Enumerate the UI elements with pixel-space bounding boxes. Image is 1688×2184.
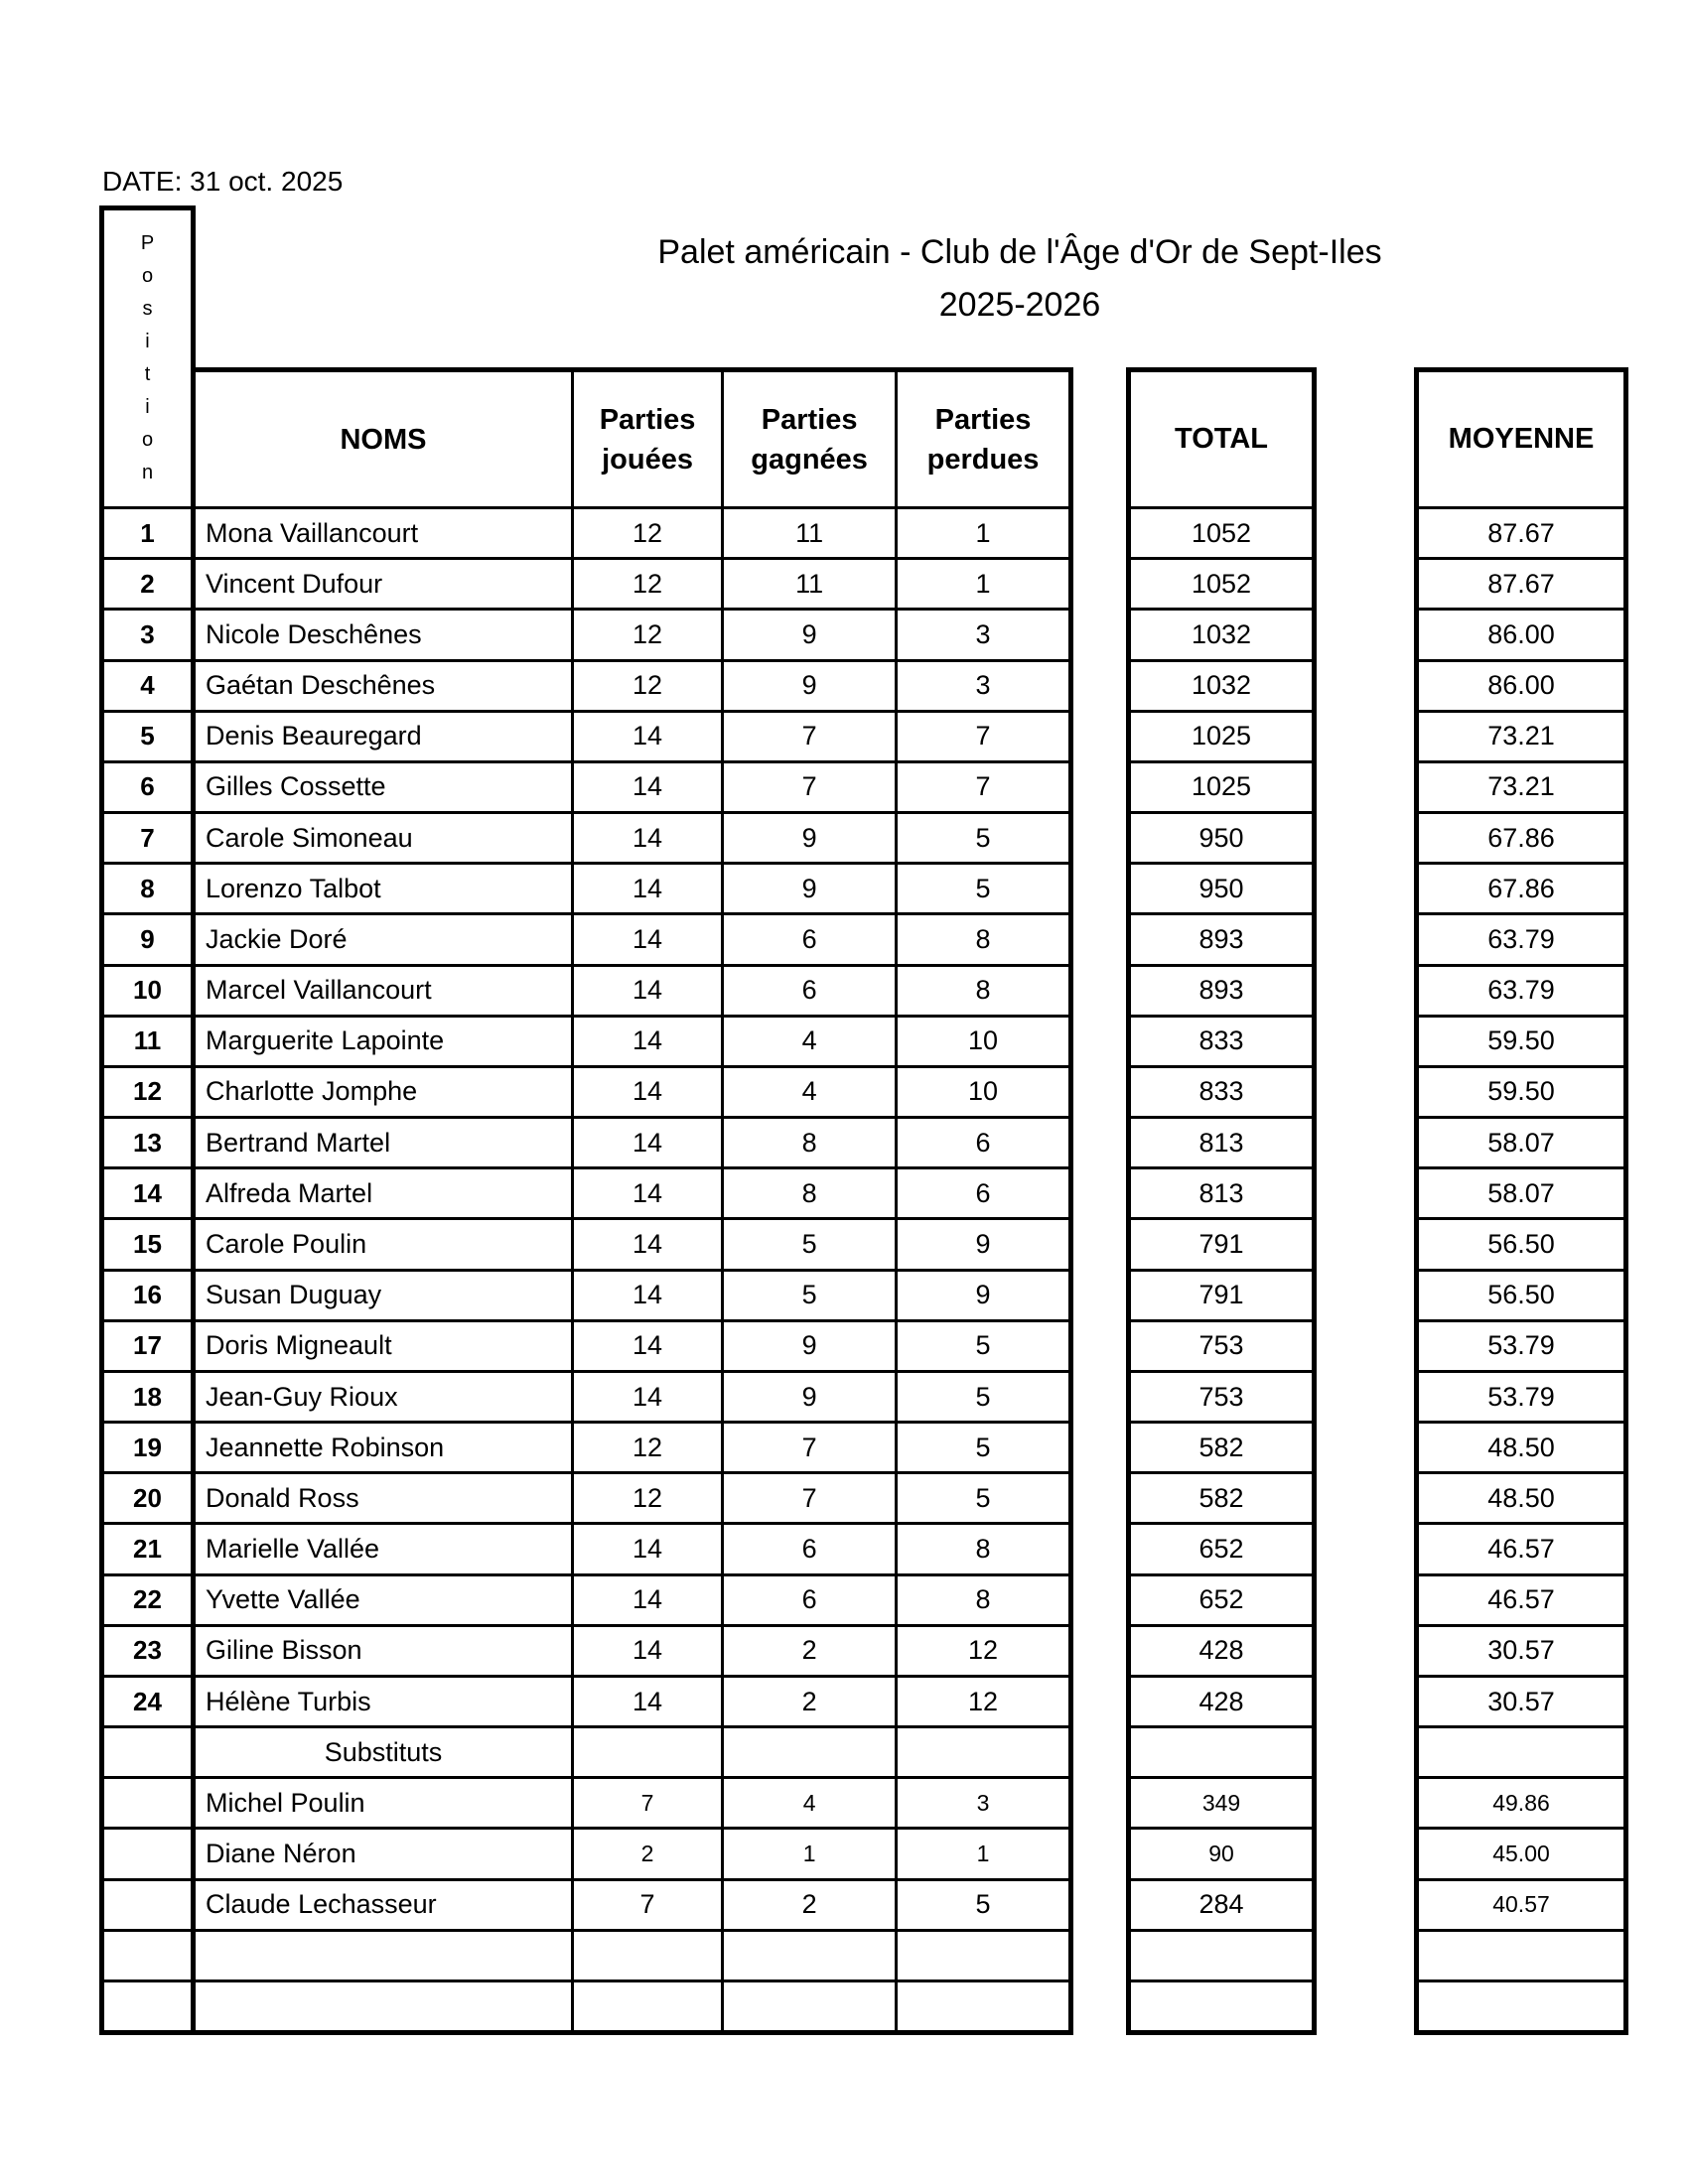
table-row (196, 1929, 1068, 1979)
name-cell: Doris Migneault (206, 1330, 392, 1361)
name-cell: Marielle Vallée (206, 1534, 380, 1565)
section-row (196, 1725, 1068, 1776)
parties-jouees-cell (571, 1728, 721, 1776)
moyenne-cell: 87.67 (1487, 517, 1555, 548)
parties-jouees-cell: 7 (571, 1881, 721, 1929)
parties-perdues-cell: 12 (895, 1678, 1068, 1725)
name-cell: Gilles Cossette (206, 771, 386, 802)
name-cell: Gaétan Deschênes (206, 670, 436, 701)
total-cell: 582 (1131, 1421, 1312, 1471)
parties-gagnees-cell: 9 (721, 865, 895, 912)
parties-jouees-cell: 14 (571, 915, 721, 963)
parties-gagnees-cell: 9 (721, 662, 895, 710)
name-cell: Charlotte Jomphe (206, 1076, 418, 1107)
parties-jouees-cell: 14 (571, 1373, 721, 1421)
table-row (196, 1065, 1068, 1116)
parties-gagnees-cell: 2 (721, 1678, 895, 1725)
position-cell: 13 (104, 1116, 191, 1166)
name-cell: Bertrand Martel (206, 1127, 391, 1158)
position-cell: 11 (104, 1015, 191, 1065)
parties-jouees-cell (571, 1982, 721, 2030)
main-table-rows (196, 509, 1068, 2030)
position-cell: 10 (104, 964, 191, 1015)
total-cell: 893 (1131, 912, 1312, 963)
parties-perdues-cell: 5 (895, 865, 1068, 912)
total-cell: 791 (1131, 1217, 1312, 1268)
parties-perdues-cell: 3 (895, 611, 1068, 658)
total-cell: 90 (1131, 1827, 1312, 1877)
moyenne-cell: 59.50 (1419, 1015, 1623, 1065)
parties-perdues-cell: 7 (895, 713, 1068, 760)
position-cell (104, 1929, 191, 1979)
parties-jouees-cell: 14 (571, 1322, 721, 1370)
parties-jouees-cell: 14 (571, 1627, 721, 1675)
parties-perdues-cell: 1 (895, 560, 1068, 608)
total-cell: 428 (1131, 1675, 1312, 1725)
position-cell (104, 1776, 191, 1827)
table-row (196, 1370, 1068, 1421)
total-cell: 813 (1131, 1116, 1312, 1166)
position-cell: 4 (104, 659, 191, 710)
parties-jouees-cell: 2 (571, 1830, 721, 1877)
position-cell: 15 (104, 1217, 191, 1268)
parties-gagnees-cell: 9 (721, 1373, 895, 1421)
moyenne-column (1414, 367, 1628, 2035)
parties-perdues-cell: 1 (895, 509, 1068, 557)
total-cell (1131, 1725, 1312, 1776)
parties-perdues-cell: 3 (895, 662, 1068, 710)
parties-jouees-cell: 14 (571, 865, 721, 912)
total-cell: 1025 (1131, 760, 1312, 811)
moyenne-cell: 67.86 (1419, 862, 1623, 912)
parties-jouees-cell: 14 (571, 1678, 721, 1725)
moyenne-cell: 63.79 (1419, 964, 1623, 1015)
moyenne-cell (1419, 1979, 1623, 2030)
total-cell: 428 (1131, 1624, 1312, 1675)
table-row (196, 1166, 1068, 1217)
table-row (196, 1421, 1068, 1471)
parties-gagnees-cell: 8 (721, 1169, 895, 1217)
table-row (196, 1471, 1068, 1522)
position-cells (104, 509, 191, 2030)
parties-jouees-cell: 14 (571, 1576, 721, 1624)
position-cell: 12 (104, 1065, 191, 1116)
table-row (196, 1776, 1068, 1827)
parties-perdues-cell: 9 (895, 1220, 1068, 1268)
header-parties-perdues: Parties perdues (895, 372, 1068, 506)
parties-gagnees-cell: 11 (721, 560, 895, 608)
parties-perdues-cell: 7 (895, 763, 1068, 811)
total-cell: 833 (1131, 1065, 1312, 1116)
parties-perdues-cell: 6 (895, 1169, 1068, 1217)
parties-gagnees-cell: 6 (721, 967, 895, 1015)
name-cell: Giline Bisson (206, 1635, 362, 1666)
table-row (196, 1522, 1068, 1572)
moyenne-cell: 30.57 (1419, 1675, 1623, 1725)
position-cell: 23 (104, 1624, 191, 1675)
name-cell: Jackie Doré (206, 923, 348, 954)
position-cell: 16 (104, 1269, 191, 1319)
main-table-header (196, 372, 1068, 509)
moyenne-cell: 87.67 (1419, 557, 1623, 608)
total-cell: 1052 (1131, 557, 1312, 608)
page-title-line1: Palet américain - Club de l'Âge d'Or de Sept-Iles (657, 233, 1382, 271)
total-cell (1131, 1979, 1312, 2030)
position-cell: 6 (104, 760, 191, 811)
parties-gagnees-cell (721, 1728, 895, 1776)
parties-jouees-cell: 14 (571, 814, 721, 862)
table-row (196, 1573, 1068, 1624)
moyenne-cell: 48.50 (1419, 1471, 1623, 1522)
parties-jouees-cell: 14 (571, 1220, 721, 1268)
parties-gagnees-cell: 7 (721, 713, 895, 760)
table-row (196, 1116, 1068, 1166)
name-cell: Carole Poulin (206, 1228, 367, 1259)
parties-perdues-cell: 9 (895, 1272, 1068, 1319)
table-row (196, 760, 1068, 811)
position-cell: 5 (104, 710, 191, 760)
table-row (196, 1269, 1068, 1319)
position-cell (104, 1725, 191, 1776)
parties-gagnees-cell: 9 (721, 611, 895, 658)
total-cell: 813 (1131, 1166, 1312, 1217)
table-row (196, 811, 1068, 862)
parties-perdues-cell: 1 (895, 1830, 1068, 1877)
table-row (196, 1624, 1068, 1675)
main-table (191, 367, 1073, 2035)
moyenne-cell: 40.57 (1419, 1878, 1623, 1929)
total-column (1126, 367, 1317, 2035)
moyenne-cell: 45.00 (1419, 1827, 1623, 1877)
parties-jouees-cell: 14 (571, 713, 721, 760)
header-parties-jouees: Parties jouées (571, 372, 721, 506)
table-row (196, 1015, 1068, 1065)
parties-jouees-cell: 14 (571, 1525, 721, 1572)
name-cell: Marguerite Lapointe (206, 1025, 445, 1056)
parties-gagnees-cell: 6 (721, 1525, 895, 1572)
name-cell: Vincent Dufour (206, 568, 383, 599)
moyenne-cell: 58.07 (1419, 1116, 1623, 1166)
total-cell: 1025 (1131, 710, 1312, 760)
name-cell: Marcel Vaillancourt (206, 975, 432, 1006)
moyenne-cell: 86.00 (1419, 608, 1623, 658)
parties-gagnees-cell (721, 1932, 895, 1979)
parties-jouees-cell: 14 (571, 1272, 721, 1319)
table-row (196, 1319, 1068, 1370)
name-cell: Claude Lechasseur (206, 1889, 437, 1920)
name-cell: Jeannette Robinson (206, 1432, 445, 1462)
moyenne-cells (1419, 509, 1623, 2030)
parties-jouees-cell: 14 (571, 1169, 721, 1217)
parties-perdues-cell: 8 (895, 1576, 1068, 1624)
parties-perdues-cell: 10 (895, 1068, 1068, 1116)
position-cell: 2 (104, 557, 191, 608)
moyenne-cell: 56.50 (1419, 1269, 1623, 1319)
total-cell (1131, 1929, 1312, 1979)
header-total: TOTAL (1131, 372, 1312, 509)
parties-perdues-cell: 10 (895, 1018, 1068, 1065)
page-title-line2: 2025-2026 (938, 286, 1101, 324)
name-cell: Hélène Turbis (206, 1686, 371, 1716)
table-row (196, 659, 1068, 710)
table-row (196, 608, 1068, 658)
parties-gagnees-cell: 6 (721, 1576, 895, 1624)
name-cell: Alfreda Martel (206, 1177, 373, 1208)
position-cell: 24 (104, 1675, 191, 1725)
total-cell: 1032 (1131, 608, 1312, 658)
total-cell: 950 (1131, 862, 1312, 912)
parties-gagnees-cell: 5 (721, 1220, 895, 1268)
parties-jouees-cell: 14 (571, 967, 721, 1015)
parties-perdues-cell (895, 1728, 1068, 1776)
total-cell: 791 (1131, 1269, 1312, 1319)
name-cell: Lorenzo Talbot (206, 873, 381, 903)
parties-gagnees-cell: 4 (721, 1779, 895, 1827)
date-label: DATE: 31 oct. 2025 (102, 166, 344, 197)
total-cell: 284 (1131, 1878, 1312, 1929)
parties-gagnees-cell: 6 (721, 915, 895, 963)
position-cell: 1 (140, 517, 155, 548)
page-title (411, 226, 1628, 332)
position-cell: 22 (104, 1573, 191, 1624)
position-cell: 3 (104, 608, 191, 658)
parties-gagnees-cell: 7 (721, 1424, 895, 1471)
name-cell: Jean-Guy Rioux (206, 1381, 398, 1412)
parties-perdues-cell: 5 (895, 1322, 1068, 1370)
moyenne-cell: 48.50 (1419, 1421, 1623, 1471)
parties-jouees-cell (571, 1932, 721, 1979)
parties-jouees-cell: 12 (571, 509, 721, 557)
parties-gagnees-cell: 9 (721, 814, 895, 862)
total-cells (1131, 509, 1312, 2030)
total-cell: 652 (1131, 1522, 1312, 1572)
parties-perdues-cell: 8 (895, 1525, 1068, 1572)
parties-perdues-cell (895, 1982, 1068, 2030)
header-parties-gagnees: Parties gagnées (721, 372, 895, 506)
moyenne-cell: 73.21 (1419, 760, 1623, 811)
name-cell: Carole Simoneau (206, 822, 413, 853)
parties-jouees-cell: 12 (571, 560, 721, 608)
parties-perdues-cell: 5 (895, 1424, 1068, 1471)
parties-jouees-cell: 12 (571, 1474, 721, 1522)
header-noms: NOMS (340, 423, 427, 456)
moyenne-cell (1419, 1929, 1623, 1979)
table-row (196, 509, 1068, 557)
total-cell: 652 (1131, 1573, 1312, 1624)
parties-perdues-cell: 8 (895, 967, 1068, 1015)
parties-gagnees-cell: 11 (721, 509, 895, 557)
name-cell (196, 1932, 571, 1979)
total-cell: 1032 (1131, 659, 1312, 710)
name-cell: Mona Vaillancourt (206, 517, 419, 548)
total-cell: 1052 (1191, 517, 1252, 548)
moyenne-cell: 49.86 (1419, 1776, 1623, 1827)
total-cell: 833 (1131, 1015, 1312, 1065)
name-cell: Denis Beauregard (206, 721, 422, 751)
table-row (196, 912, 1068, 963)
table-row (196, 1878, 1068, 1929)
parties-gagnees-cell: 4 (721, 1068, 895, 1116)
table-row (196, 964, 1068, 1015)
parties-jouees-cell: 12 (571, 662, 721, 710)
parties-jouees-cell: 14 (571, 1119, 721, 1166)
parties-jouees-cell: 14 (571, 1018, 721, 1065)
parties-gagnees-cell: 7 (721, 763, 895, 811)
table-row (196, 1979, 1068, 2030)
total-cell: 349 (1131, 1776, 1312, 1827)
total-cell: 582 (1131, 1471, 1312, 1522)
table-row (196, 557, 1068, 608)
parties-jouees-cell: 14 (571, 1068, 721, 1116)
moyenne-cell: 59.50 (1419, 1065, 1623, 1116)
moyenne-cell: 63.79 (1419, 912, 1623, 963)
name-cell: Donald Ross (206, 1482, 359, 1513)
position-cell: 19 (104, 1421, 191, 1471)
position-cell: 17 (104, 1319, 191, 1370)
parties-jouees-cell: 12 (571, 611, 721, 658)
position-cell (104, 1878, 191, 1929)
position-cell: 8 (104, 862, 191, 912)
position-cell: 14 (104, 1166, 191, 1217)
moyenne-cell: 58.07 (1419, 1166, 1623, 1217)
parties-gagnees-cell (721, 1982, 895, 2030)
position-cell: 7 (104, 811, 191, 862)
parties-gagnees-cell: 9 (721, 1322, 895, 1370)
parties-gagnees-cell: 2 (721, 1627, 895, 1675)
table-row (196, 1675, 1068, 1725)
total-cell: 753 (1131, 1319, 1312, 1370)
parties-perdues-cell: 6 (895, 1119, 1068, 1166)
parties-perdues-cell: 5 (895, 814, 1068, 862)
table-row (196, 862, 1068, 912)
position-cell: 18 (104, 1370, 191, 1421)
parties-perdues-cell: 5 (895, 1881, 1068, 1929)
parties-perdues-cell (895, 1932, 1068, 1979)
parties-gagnees-cell: 5 (721, 1272, 895, 1319)
position-cell: 9 (104, 912, 191, 963)
name-cell: Nicole Deschênes (206, 618, 422, 649)
moyenne-cell: 67.86 (1419, 811, 1623, 862)
position-cell: 20 (104, 1471, 191, 1522)
position-cell (104, 1979, 191, 2030)
name-cell (196, 1982, 571, 2030)
total-cell: 753 (1131, 1370, 1312, 1421)
moyenne-cell: 73.21 (1419, 710, 1623, 760)
moyenne-cell: 56.50 (1419, 1217, 1623, 1268)
name-cell: Yvette Vallée (206, 1584, 360, 1615)
position-column-header: P o s i t i o n (104, 210, 191, 509)
table-row (196, 1217, 1068, 1268)
parties-gagnees-cell: 1 (721, 1830, 895, 1877)
parties-jouees-cell: 14 (571, 763, 721, 811)
parties-gagnees-cell: 8 (721, 1119, 895, 1166)
parties-jouees-cell: 7 (571, 1779, 721, 1827)
total-cell: 893 (1131, 964, 1312, 1015)
parties-jouees-cell: 12 (571, 1424, 721, 1471)
name-cell: Susan Duguay (206, 1280, 382, 1310)
position-cell (104, 1827, 191, 1877)
table-row (196, 710, 1068, 760)
name-cell: Diane Néron (206, 1839, 356, 1869)
moyenne-cell: 53.79 (1419, 1319, 1623, 1370)
parties-perdues-cell: 12 (895, 1627, 1068, 1675)
moyenne-cell (1419, 1725, 1623, 1776)
moyenne-cell: 86.00 (1419, 659, 1623, 710)
table-row (196, 1827, 1068, 1877)
moyenne-cell: 30.57 (1419, 1624, 1623, 1675)
header-moyenne: MOYENNE (1419, 372, 1623, 509)
parties-perdues-cell: 8 (895, 915, 1068, 963)
moyenne-cell: 46.57 (1419, 1573, 1623, 1624)
parties-gagnees-cell: 2 (721, 1881, 895, 1929)
moyenne-cell: 46.57 (1419, 1522, 1623, 1572)
position-cell: 21 (104, 1522, 191, 1572)
total-cell: 950 (1131, 811, 1312, 862)
parties-gagnees-cell: 7 (721, 1474, 895, 1522)
name-cell: Michel Poulin (206, 1787, 365, 1818)
section-label: Substituts (324, 1736, 443, 1767)
parties-perdues-cell: 5 (895, 1474, 1068, 1522)
parties-perdues-cell: 5 (895, 1373, 1068, 1421)
position-column (99, 205, 196, 2035)
parties-perdues-cell: 3 (895, 1779, 1068, 1827)
parties-gagnees-cell: 4 (721, 1018, 895, 1065)
moyenne-cell: 53.79 (1419, 1370, 1623, 1421)
